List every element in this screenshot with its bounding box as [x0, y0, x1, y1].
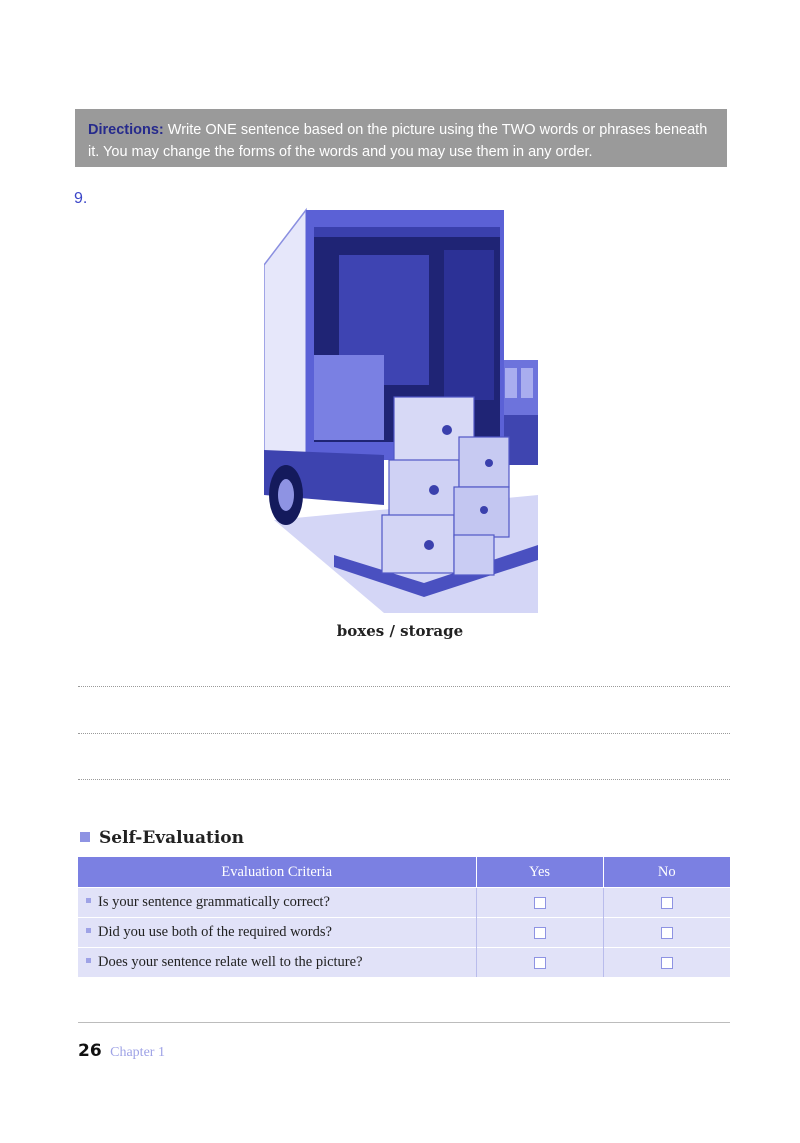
- keywords-prompt: boxes / storage: [336, 622, 464, 640]
- no-checkbox[interactable]: [661, 897, 673, 909]
- criterion-cell: [78, 888, 476, 918]
- directions-label: Directions:: [88, 122, 164, 138]
- yes-cell: [476, 948, 603, 978]
- yes-cell: [476, 918, 603, 948]
- answer-line-2[interactable]: [78, 733, 730, 734]
- directions-box: [75, 109, 727, 167]
- no-cell: [603, 888, 730, 918]
- answer-line-1[interactable]: [78, 686, 730, 687]
- table-header-row: [78, 857, 730, 888]
- table-row: [78, 888, 730, 918]
- table-row: [78, 948, 730, 978]
- square-bullet-icon: [86, 898, 91, 903]
- page-footer: [78, 1041, 165, 1061]
- yes-checkbox[interactable]: [534, 957, 546, 969]
- header-no: No: [603, 857, 730, 888]
- answer-line-3[interactable]: [78, 779, 730, 780]
- no-checkbox[interactable]: [661, 927, 673, 939]
- evaluation-table: [78, 857, 730, 977]
- yes-checkbox[interactable]: [534, 927, 546, 939]
- no-checkbox[interactable]: [661, 957, 673, 969]
- square-bullet-icon: [80, 832, 90, 842]
- square-bullet-icon: [86, 958, 91, 963]
- directions-text: Write ONE sentence based on the picture using the TWO words or phrases beneath it. You may change the forms of the words and you may use them in any order.: [88, 122, 708, 160]
- criterion-text: Is your sentence grammatically correct?: [98, 894, 330, 910]
- self-evaluation-title: Self-Evaluation: [99, 828, 245, 848]
- criterion-cell: [78, 918, 476, 948]
- footer-divider: [78, 1022, 730, 1023]
- yes-checkbox[interactable]: [534, 897, 546, 909]
- page-number: 26: [78, 1041, 102, 1061]
- square-bullet-icon: [86, 928, 91, 933]
- table-row: [78, 918, 730, 948]
- criterion-cell: [78, 948, 476, 978]
- no-cell: [603, 948, 730, 978]
- criterion-text: Did you use both of the required words?: [98, 924, 332, 940]
- header-yes: Yes: [476, 857, 603, 888]
- criterion-text: Does your sentence relate well to the picture?: [98, 954, 363, 970]
- self-evaluation-heading: [80, 828, 244, 848]
- question-number: 9.: [74, 190, 88, 207]
- header-criteria: Evaluation Criteria: [78, 857, 476, 888]
- truck-photo: [264, 205, 538, 613]
- chapter-label: Chapter 1: [110, 1045, 165, 1060]
- no-cell: [603, 918, 730, 948]
- yes-cell: [476, 888, 603, 918]
